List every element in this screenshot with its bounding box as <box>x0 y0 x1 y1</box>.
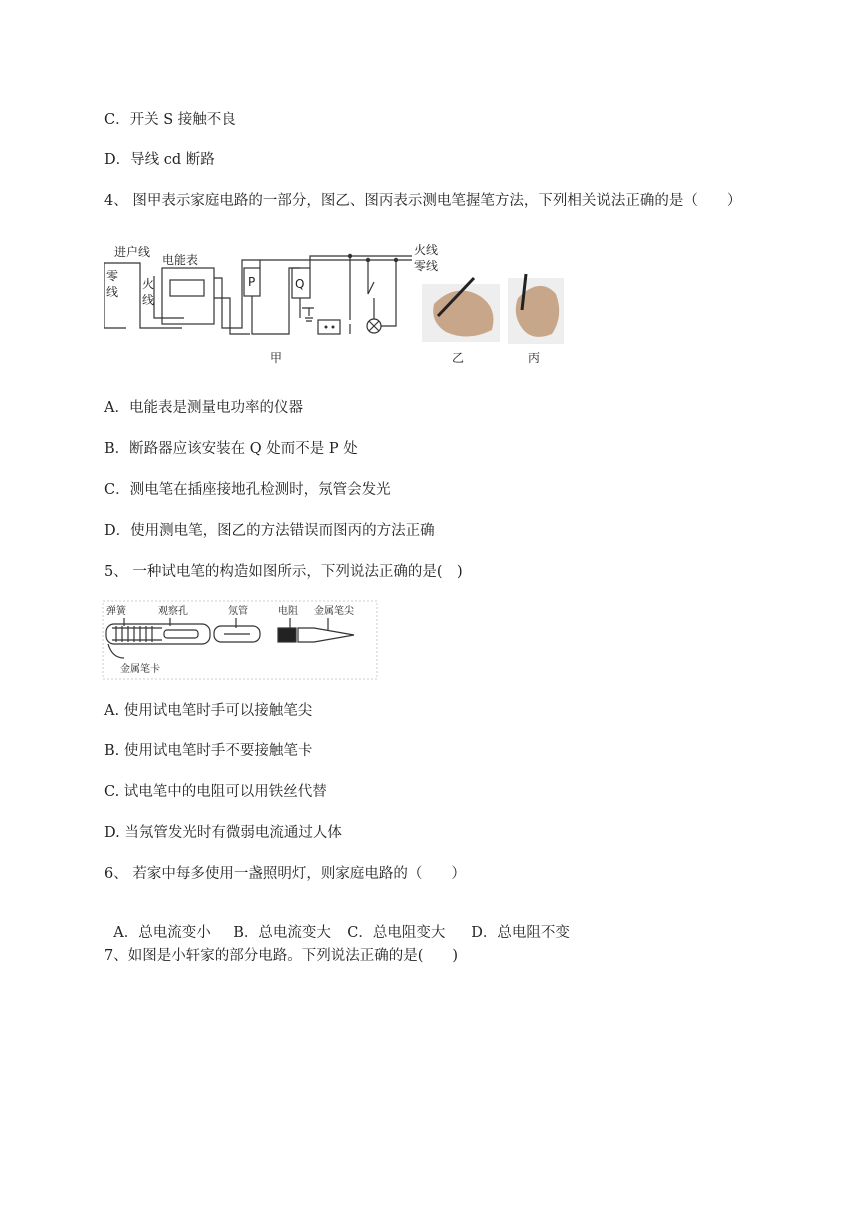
q4-option-d: D．使用测电笔，图乙的方法错误而图丙的方法正确 <box>104 523 435 539</box>
q7-question: 7、如图是小轩家的部分电路。下列说法正确的是( ) <box>104 948 459 964</box>
hand-holding-pen-yi-image <box>422 278 500 342</box>
q5-option-b: B. 使用试电笔时手不要接触笔卡 <box>104 743 313 759</box>
fig5-clip-label: 金属笔卡 <box>120 664 160 675</box>
fig4-caption-jia: 甲 <box>270 351 283 365</box>
fig4-caption-bing: 丙 <box>528 351 541 365</box>
fig4-caption-yi: 乙 <box>452 351 465 365</box>
q4-option-b: B．断路器应该安装在 Q 处而不是 P 处 <box>104 441 358 457</box>
q5-option-a: A. 使用试电笔时手可以接触笔尖 <box>104 703 313 719</box>
fig5-spring-label: 弹簧 <box>106 606 126 617</box>
q6-option-c: C．总电阻变大 <box>347 925 446 941</box>
q5-option-d: D. 当氖管发光时有微弱电流通过人体 <box>104 825 342 841</box>
q6-option-a: A．总电流变小 <box>113 925 211 941</box>
fig5-hole-label: 观察孔 <box>158 606 188 617</box>
fig4-neutral-left-1: 零 <box>106 269 119 283</box>
fig4-live-left-2: 线 <box>142 293 155 307</box>
fig4-live-right: 火线 <box>414 243 439 257</box>
q6-option-d: D．总电阻不变 <box>471 925 570 941</box>
q3-option-d: D．导线 cd 断路 <box>104 152 215 168</box>
fig4-p-label: P <box>248 275 256 289</box>
fig4-q-label: Q <box>295 277 305 291</box>
fig4-neutral-left-2: 线 <box>106 285 119 299</box>
q4-question: 4、 图甲表示家庭电路的一部分，图乙、图丙表示测电笔握笔方法，下列相关说法正确的是（ ） <box>104 193 742 209</box>
q4-option-c: C．测电笔在插座接地孔检测时，氖管会发光 <box>104 482 391 498</box>
fig5-neon-label: 氖管 <box>228 606 248 617</box>
fig4-inlet-label: 进户线 <box>114 245 151 259</box>
q6-option-b: B．总电流变大 <box>233 925 331 941</box>
fig4-live-left-1: 火 <box>142 277 155 291</box>
fig4-meter-label: 电能表 <box>162 253 199 267</box>
q5-option-c: C. 试电笔中的电阻可以用铁丝代替 <box>104 784 327 800</box>
q3-option-c: C．开关 S 接触不良 <box>104 112 236 128</box>
q5-question: 5、 一种试电笔的构造如图所示，下列说法正确的是( ) <box>104 564 463 580</box>
test-pen-structure-figure <box>102 600 378 680</box>
hand-holding-pen-bing-image <box>508 274 564 344</box>
fig5-resistor-label: 电阻 <box>278 606 298 617</box>
q6-question: 6、 若家中每多使用一盏照明灯，则家庭电路的（ ） <box>104 866 466 882</box>
household-circuit-figure <box>104 238 574 370</box>
fig5-tip-label: 金属笔尖 <box>314 606 354 617</box>
fig4-neutral-right: 零线 <box>414 259 439 273</box>
q6-options <box>104 906 570 942</box>
q4-option-a: A．电能表是测量电功率的仪器 <box>104 400 303 416</box>
